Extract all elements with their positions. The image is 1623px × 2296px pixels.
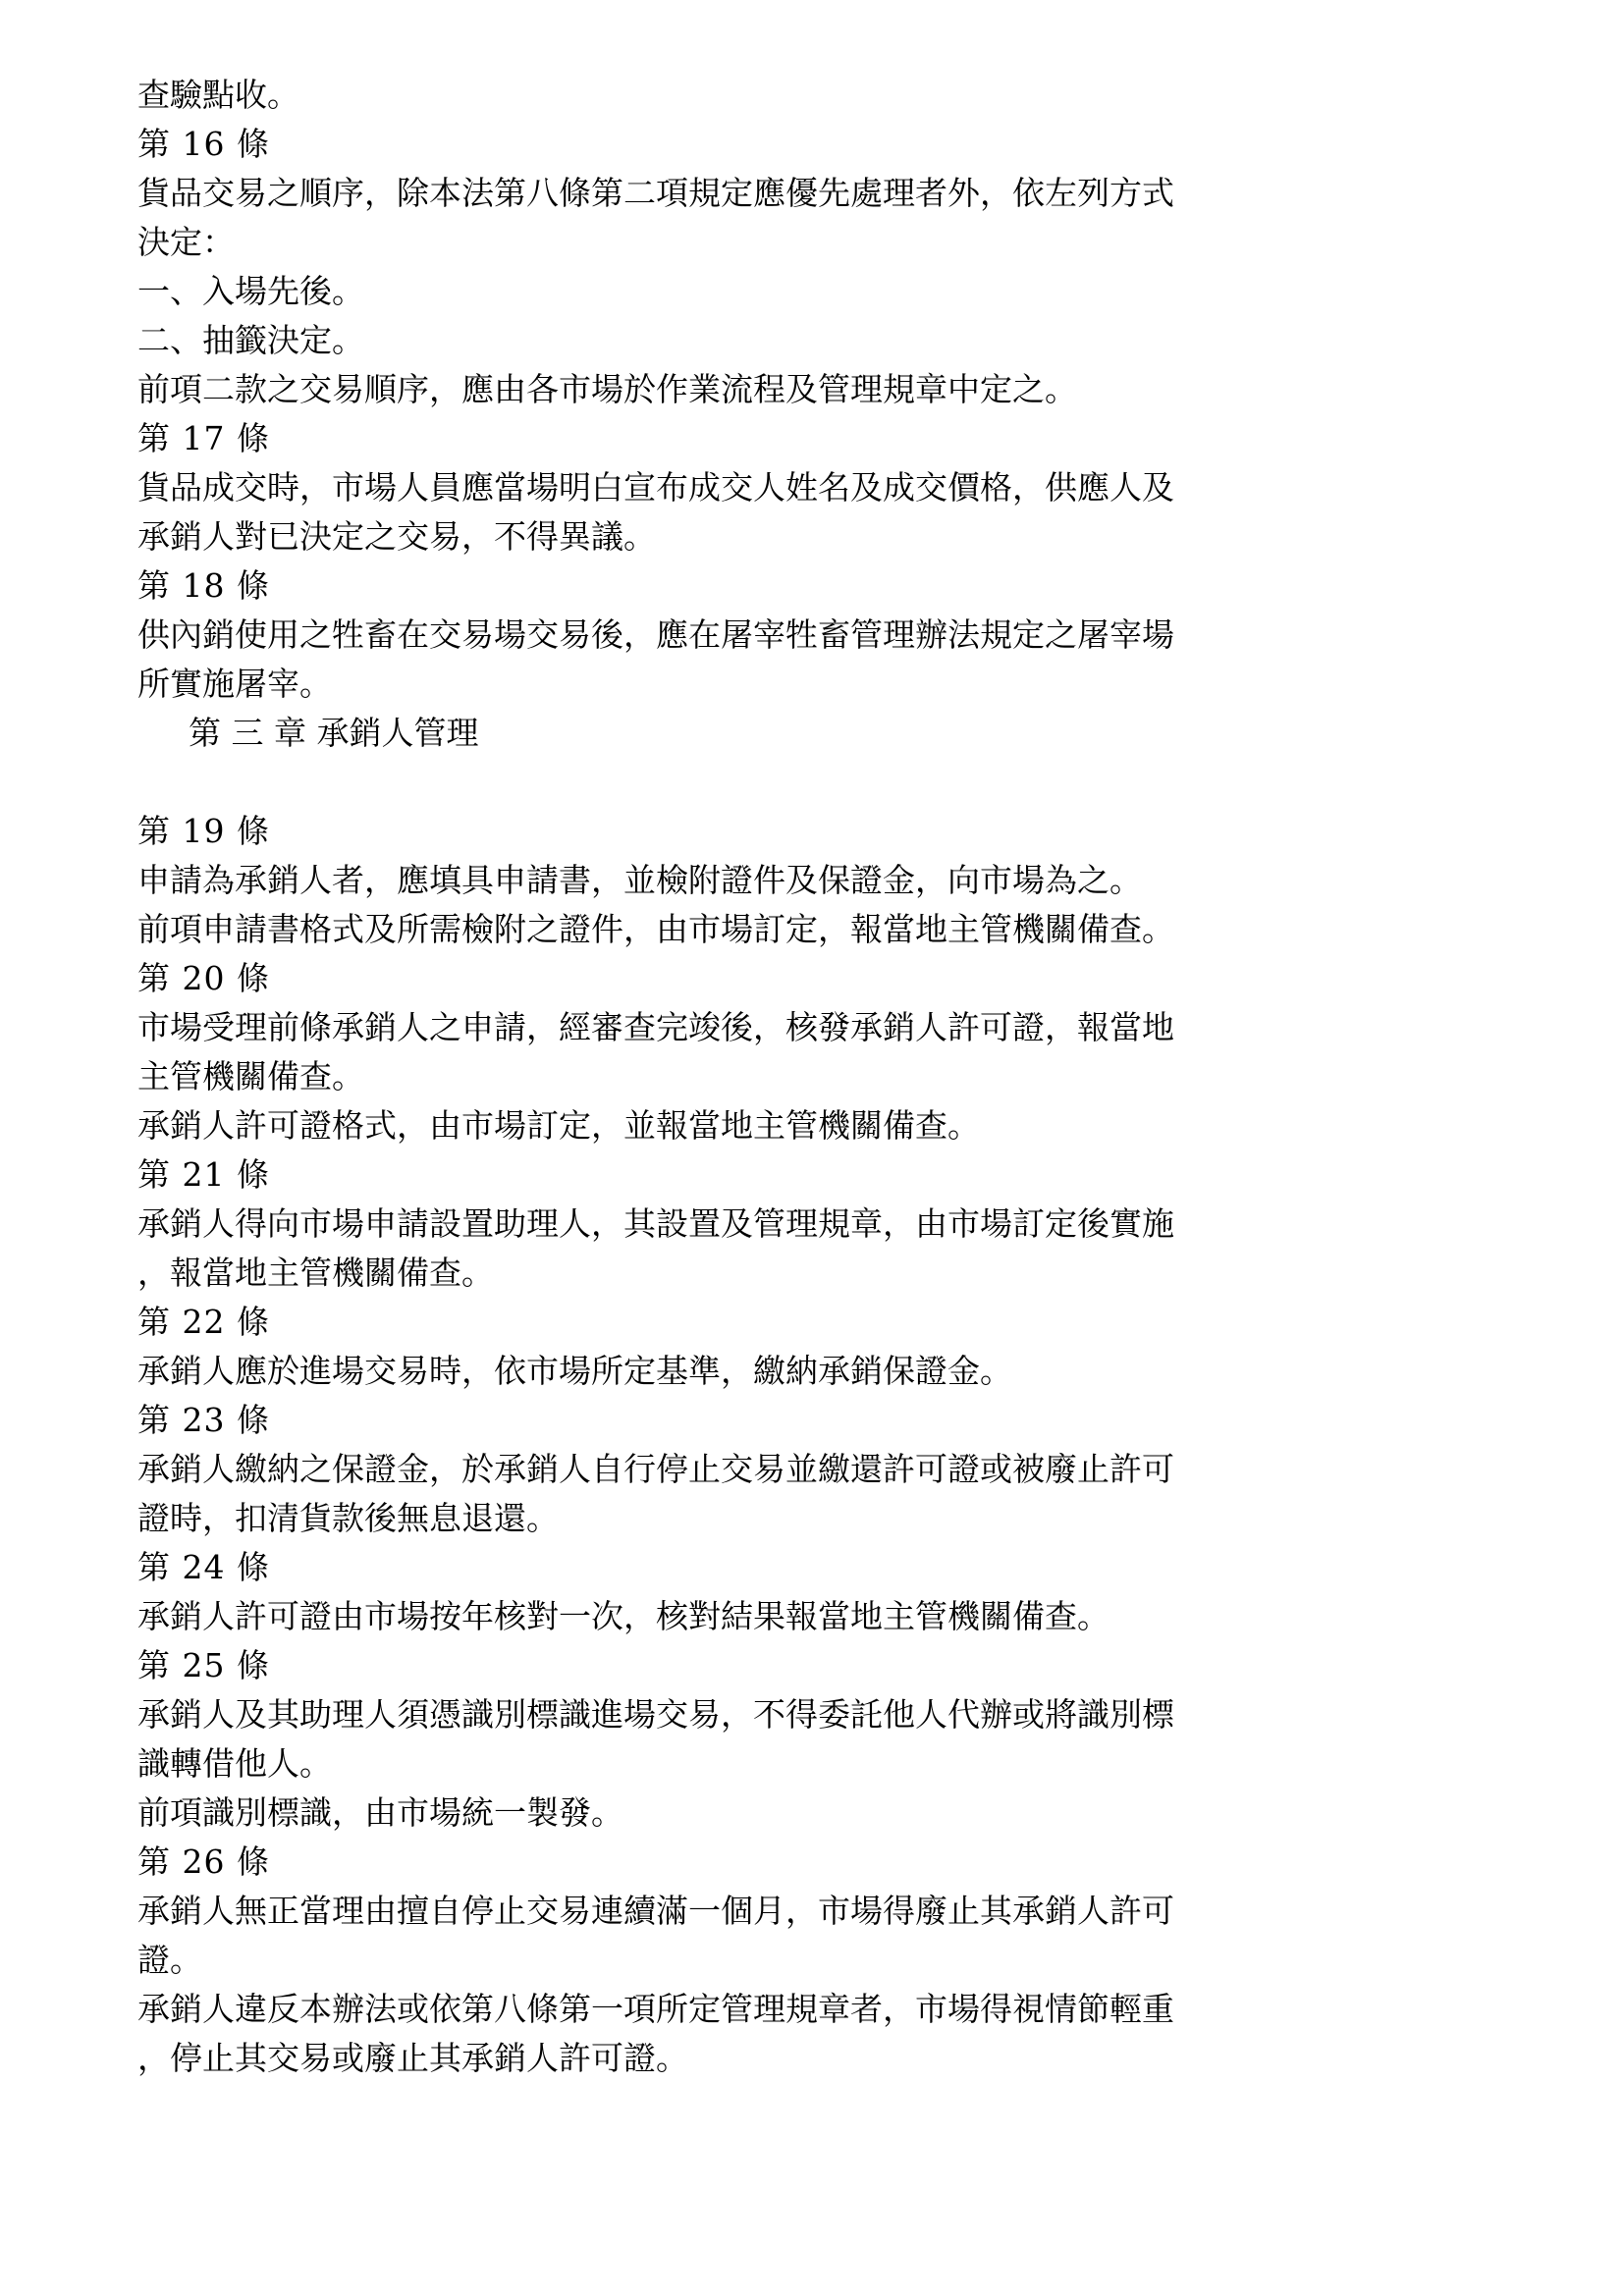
text-line: 前項申請書格式及所需檢附之證件，由市場訂定，報當地主管機關備查。 — [137, 910, 1174, 948]
text-line: 承銷人許可證格式，由市場訂定，並報當地主管機關備查。 — [137, 1106, 980, 1145]
text-line: 識轉借他人。 — [137, 1744, 332, 1783]
article-heading: 第 20 條 — [137, 959, 270, 997]
text-line: 供內銷使用之牲畜在交易場交易後，應在屠宰牲畜管理辦法規定之屠宰場 — [137, 615, 1174, 654]
text-line: 承銷人違反本辦法或依第八條第一項所定管理規章者，市場得視情節輕重 — [137, 1990, 1174, 2028]
article-heading: 第 23 條 — [137, 1401, 270, 1439]
text-line: 承銷人對已決定之交易，不得異議。 — [137, 517, 656, 556]
article-heading: 第 17 條 — [137, 419, 270, 457]
article-heading: 第 21 條 — [137, 1155, 270, 1194]
article-heading: 第 19 條 — [137, 812, 270, 850]
article-heading: 第 24 條 — [137, 1548, 270, 1586]
article-heading: 第 26 條 — [137, 1842, 270, 1881]
article-heading: 第 18 條 — [137, 566, 270, 605]
text-line: 貨品成交時，市場人員應當場明白宣布成交人姓名及成交價格，供應人及 — [137, 468, 1174, 507]
text-line: 承銷人及其助理人須憑識別標識進場交易，不得委託他人代辦或將識別標 — [137, 1695, 1174, 1734]
chapter-heading: 第 三 章 承銷人管理 — [189, 714, 479, 752]
text-line: 貨品交易之順序，除本法第八條第二項規定應優先處理者外，依左列方式 — [137, 174, 1174, 212]
text-line: 決定： — [137, 223, 235, 261]
article-heading: 第 22 條 — [137, 1303, 270, 1341]
document-page — [137, 71, 1217, 2083]
article-heading: 第 16 條 — [137, 125, 270, 163]
text-line: 證時，扣清貨款後無息退還。 — [137, 1499, 559, 1537]
article-heading: 第 25 條 — [137, 1646, 270, 1684]
text-line: 承銷人得向市場申請設置助理人，其設置及管理規章，由市場訂定後實施 — [137, 1204, 1174, 1243]
text-line: ，報當地主管機關備查。 — [137, 1254, 494, 1292]
text-line: 前項識別標識，由市場統一製發。 — [137, 1793, 623, 1832]
text-line: 市場受理前條承銷人之申請，經審查完竣後，核發承銷人許可證，報當地 — [137, 1008, 1174, 1046]
text-line: ，停止其交易或廢止其承銷人許可證。 — [137, 2039, 688, 2077]
text-line: 前項二款之交易順序，應由各市場於作業流程及管理規章中定之。 — [137, 370, 1077, 408]
text-line: 承銷人應於進場交易時，依市場所定基準，繳納承銷保證金。 — [137, 1352, 1012, 1390]
text-line: 申請為承銷人者，應填具申請書，並檢附證件及保證金，向市場為之。 — [137, 861, 1142, 899]
text-line: 承銷人無正當理由擅自停止交易連續滿一個月，市場得廢止其承銷人許可 — [137, 1892, 1174, 1930]
text-line: 一、入場先後。 — [137, 272, 364, 310]
text-line: 查驗點收。 — [137, 76, 299, 114]
text-line: 承銷人許可證由市場按年核對一次，核對結果報當地主管機關備查。 — [137, 1597, 1109, 1635]
text-line: 所實施屠宰。 — [137, 665, 332, 703]
text-line: 主管機關備查。 — [137, 1057, 364, 1095]
text-line: 承銷人繳納之保證金，於承銷人自行停止交易並繳還許可證或被廢止許可 — [137, 1450, 1174, 1488]
text-line: 二、抽籤決定。 — [137, 321, 364, 359]
text-line: 證。 — [137, 1941, 202, 1979]
